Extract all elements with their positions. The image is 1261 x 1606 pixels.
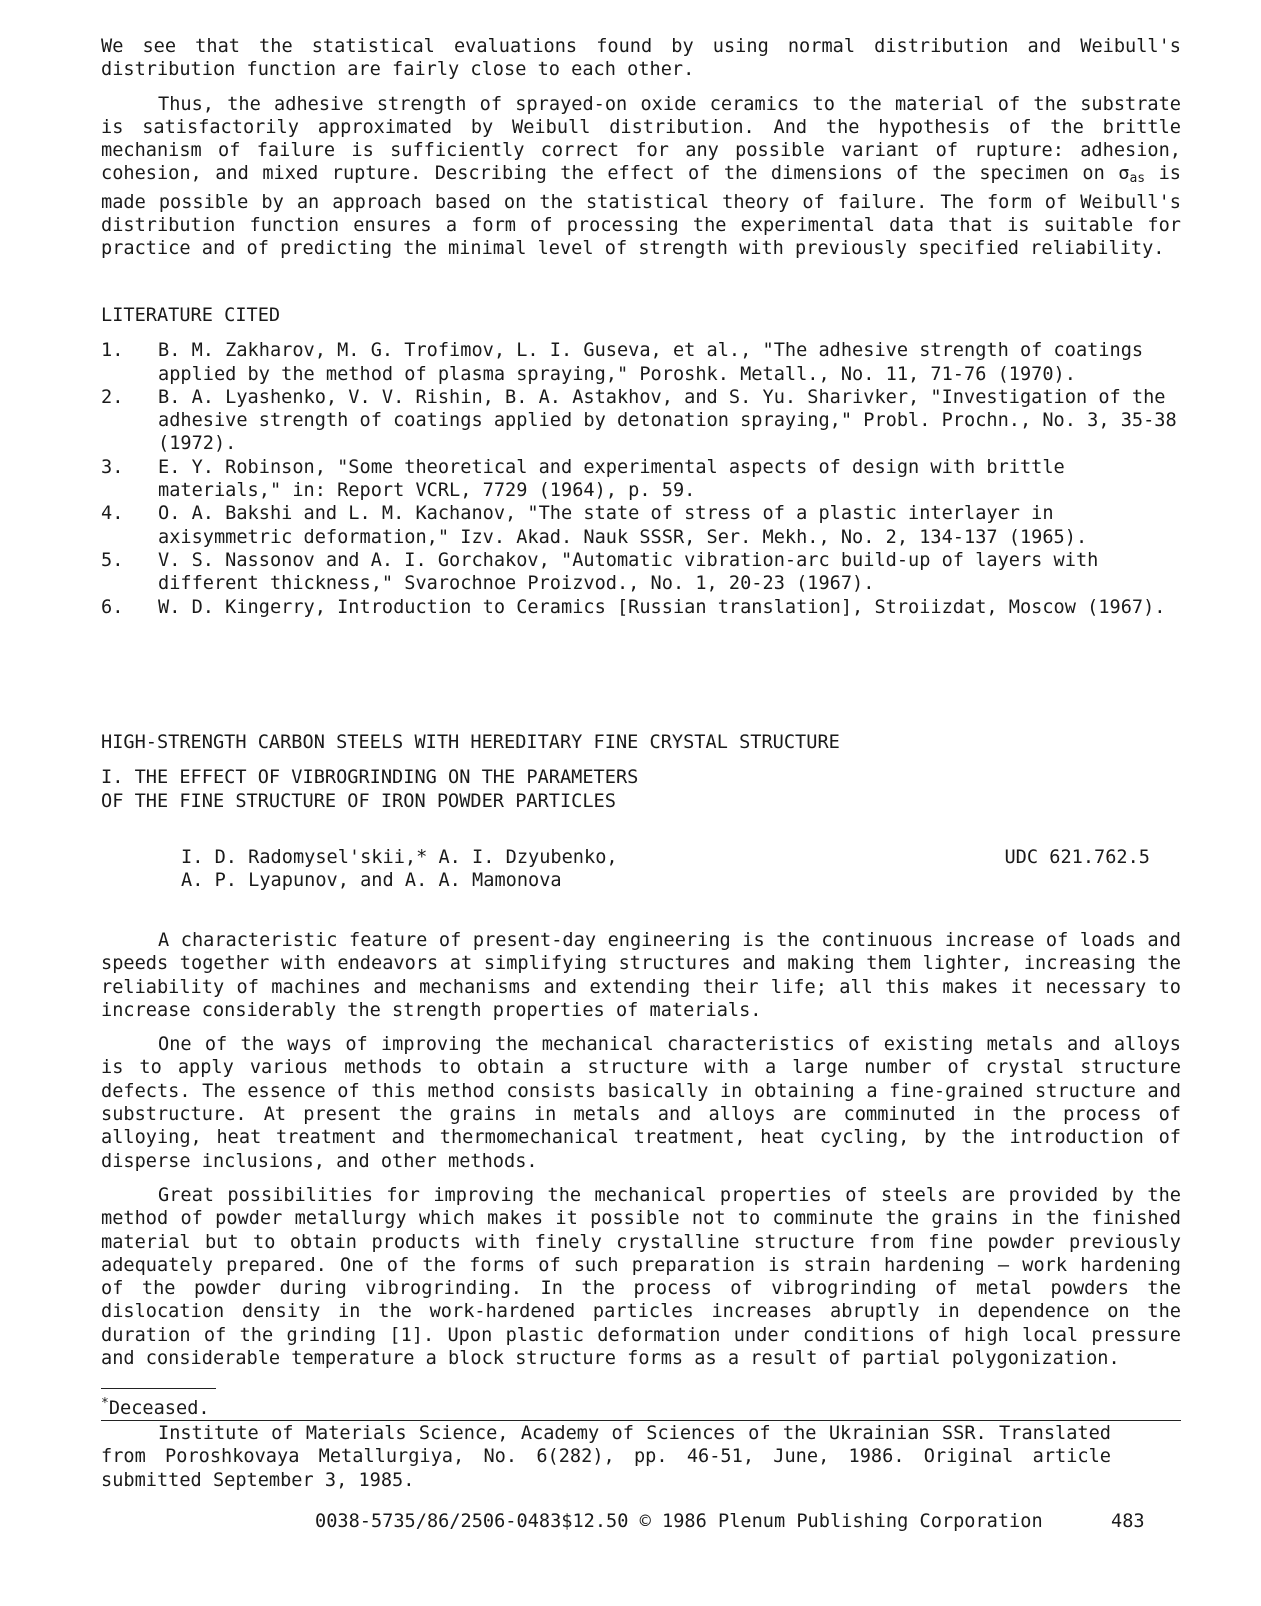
reference-item [101,339,1181,386]
conclusion-text-part1: Thus, the adhesive strength of sprayed-on oxide ceramics to the material of the substrate is satisfactorily approximated by Weibull distribution. And the hypothesis of the brittle mechanism of failure is sufficiently correct for any possible variant of rupture: adhesion, cohesion, and mixed rupture. Describing the effect of the dimensions of the specimen on $\sigma_{as}$ is made possible by an approach based on the statistical theory of failure. The form of Weibull's distribution function ensures a form of processing the experimental data that is suitable for practice and of predicting the minimal level of strength with previously specified reliability. [101,93,1181,260]
reference-item [101,386,1181,456]
author-line1: I. D. Radomysel'skii,* A. I. Dzyubenko, [181,847,618,868]
reference-text: B. A. Lyashenko, V. V. Rishin, B. A. Astakhov, and S. Yu. Sharivker, "Investigation of the adhesive strength of coatings applied by detonation spraying," Probl. Prochn., No. 3, 35-38 (1972). [158,386,1177,455]
paragraph-methods: One of the ways of improving the mechanical characteristics of existing metals and alloys is to apply various methods to obtain a structure with a large number of crystal structure defects. The essence of this method consists basically in obtaining a fine-grained structure and substructure. At present the grains in metals and alloys are comminuted in the process of alloying, heat treatment and thermomechanical treatment, heat cycling, by the introduction of disperse inclusions, and other methods. [101,1034,1181,1172]
reference-number: 5. [101,549,124,571]
reference-number: 1. [101,340,124,362]
publisher-line: 0038-5735/86/2506-0483$12.50 © 1986 Plenum Publishing Corporation [315,1511,1043,1532]
page-number: 483 [1111,1511,1145,1532]
article-title: HIGH-STRENGTH CARBON STEELS WITH HEREDITARY FINE CRYSTAL STRUCTURE [101,732,840,753]
reference-text: O. A. Bakshi and L. M. Kachanov, "The state of stress of a plastic interlayer in axisymmetric deformation," Izv. Akad. Nauk SSSR, Ser. Mekh., No. 2, 134-137 (1965). [158,503,1088,548]
article-title-block [101,731,1181,813]
reference-number: 4. [101,503,124,525]
reference-item [101,549,1181,596]
institution-note: Institute of Materials Science, Academy of Sciences of the Ukrainian SSR. Translated from Poroshkovaya Metallurgiya, No. 6(282), pp. 46-51, June, 1986. Original article submitted September 3, 1985. [101,1423,1111,1491]
article-subtitle-line1: I. THE EFFECT OF VIBROGRINDING ON THE PARAMETERS [101,767,639,789]
reference-text: W. D. Kingerry, Introduction to Ceramics [Russian translation], Stroiizdat, Moscow (1967). [158,596,1166,618]
reference-number: 3. [101,456,124,478]
footnote-divider [101,1388,216,1389]
reference-item [101,502,1181,549]
paragraph-conclusion [101,93,1181,261]
reference-number: 2. [101,386,124,408]
literature-cited-section [101,304,1181,619]
reference-list [101,339,1181,619]
footnote-mark: * [101,1396,109,1411]
footnote [101,1392,210,1420]
article-body [101,929,1181,1370]
top-text-section [101,35,1181,261]
reference-item [101,596,1181,619]
reference-text: B. M. Zakharov, M. G. Trofimov, L. I. Guseva, et al., "The adhesive strength of coatings applied by the method of plasma spraying," Poroshk. Metall., No. 11, 71-76 (1970). [158,340,1144,385]
author-list [181,846,618,893]
reference-number: 6. [101,596,124,618]
institution-divider [101,1420,1181,1421]
article-subtitle-line2: OF THE FINE STRUCTURE OF IRON POWDER PARTICLES [101,790,616,812]
reference-text: V. S. Nassonov and A. I. Gorchakov, "Automatic vibration-arc build-up of layers with different thickness," Svarochnoe Proizvod., No. 1, 20-23 (1967). [158,549,1099,595]
author-row [181,846,1181,893]
literature-heading: LITERATURE CITED [101,305,281,326]
footnote-text: Deceased. [108,1398,210,1420]
paragraph-intro: A characteristic feature of present-day engineering is the continuous increase of loads and speeds together with endeavors at simplifying structures and making them lighter, increasing the reliability of machines and mechanisms and extending their life; all this makes it necessary to increase considerably the strength properties of materials. [101,930,1181,1021]
paragraph-statistical-evaluations: We see that the statistical evaluations found by using normal distribution and Weibull's distribution function are fairly close to each other. [101,36,1181,81]
reference-text: E. Y. Robinson, "Some theoretical and experimental aspects of design with brittle materials," in: Report VCRL, 7729 (1964), p. 59. [158,456,1065,502]
paragraph-powder-metallurgy: Great possibilities for improving the mechanical properties of steels are provided by the method of powder metallurgy which makes it possible not to comminute the grains in the finished material but to obtain products with finely crystalline structure from fine powder previously adequately prepared. One of the forms of such preparation is strain hardening — work hardening of the powder during vibrogrinding. In the process of vibrogrinding of metal powders the dislocation density in the work-hardened particles increases abruptly in dependence on the duration of the grinding [1]. Upon plastic deformation under conditions of high local pressure and considerable temperature a block structure forms as a result of partial polygonization. [101,1184,1181,1370]
author-line2: A. P. Lyapunov, and A. A. Mamonova [181,870,562,892]
udc-code: UDC 621.762.5 [1004,847,1150,868]
reference-item [101,456,1181,503]
